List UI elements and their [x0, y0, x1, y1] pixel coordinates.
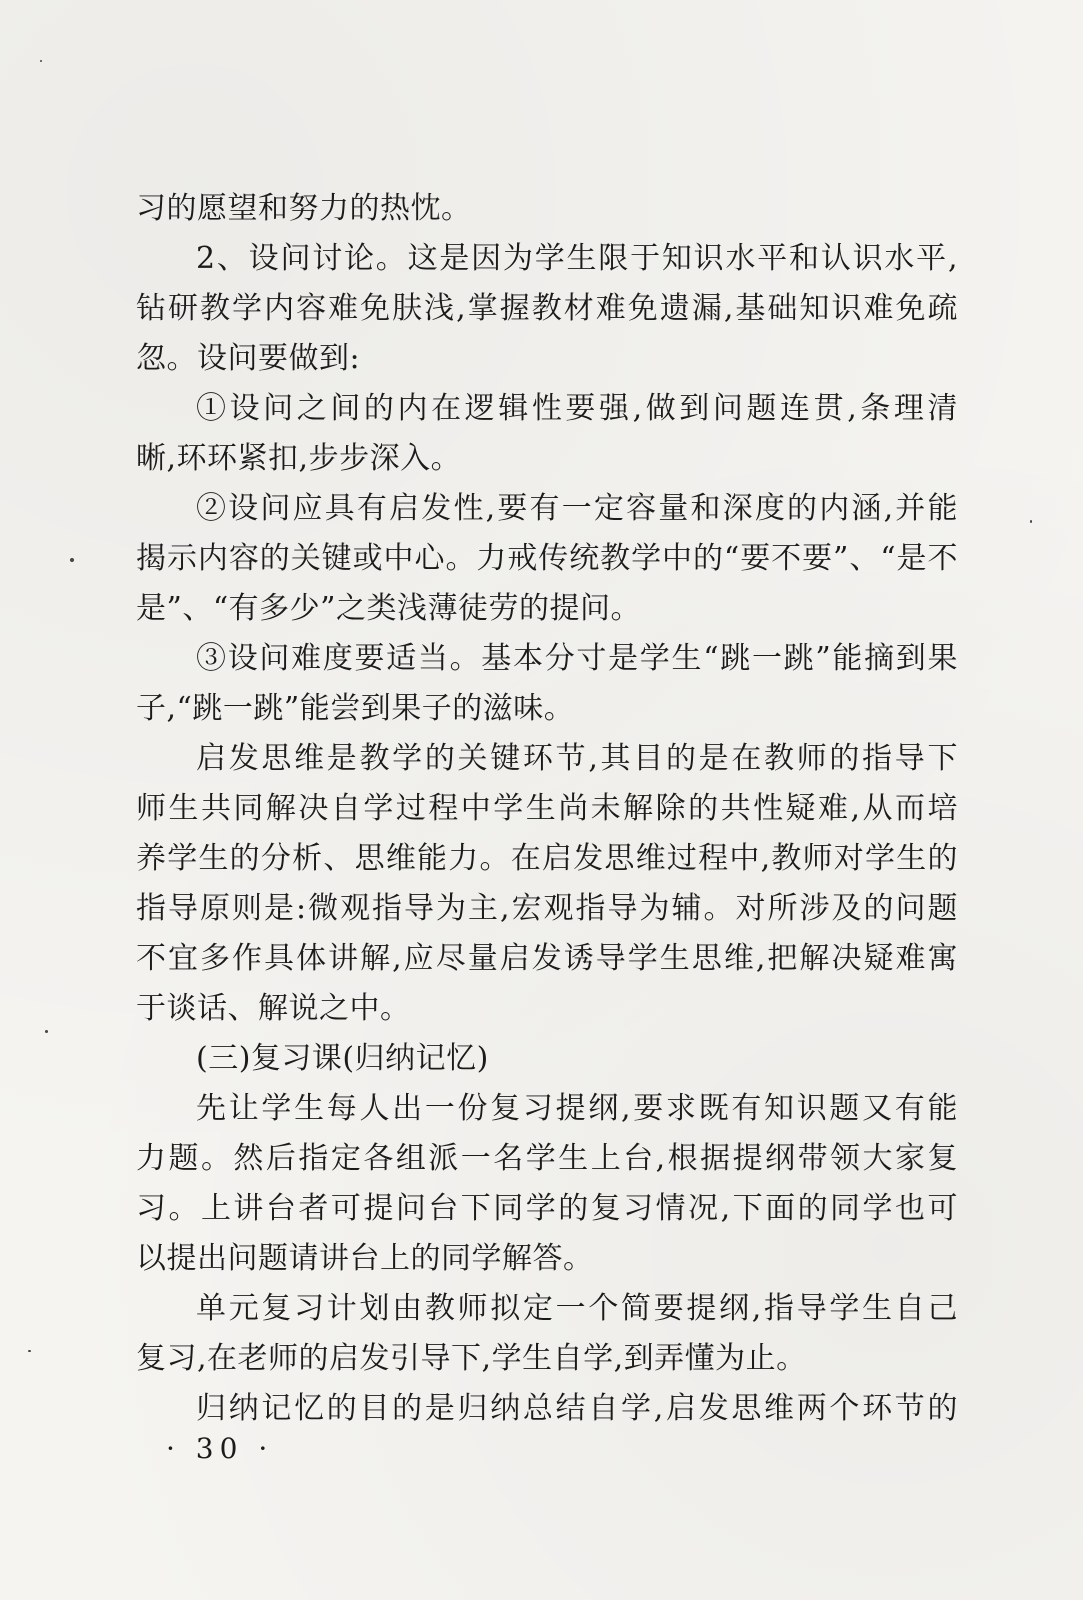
page-number: · 30 · — [166, 1432, 274, 1465]
scan-speck — [45, 1030, 48, 1033]
scan-speck — [40, 60, 42, 62]
text-line: 不宜多作具体讲解,应尽量启发诱导学生思维,把解决疑难寓 — [136, 941, 958, 976]
text-line: 忽。设问要做到: — [136, 341, 361, 376]
text-line: 习的愿望和努力的热忱。 — [136, 191, 472, 226]
text-line: ①设问之间的内在逻辑性要强,做到问题连贯,条理清 — [196, 391, 958, 426]
scan-speck — [70, 558, 74, 562]
text-line: 单元复习计划由教师拟定一个简要提纲,指导学生自己 — [196, 1291, 958, 1326]
text-line: 力题。然后指定各组派一名学生上台,根据提纲带领大家复 — [136, 1141, 958, 1176]
text-line: 2、设问讨论。这是因为学生限于知识水平和认识水平, — [196, 241, 958, 276]
text-line: 先让学生每人出一份复习提纲,要求既有知识题又有能 — [196, 1091, 958, 1126]
text-line: 归纳记忆的目的是归纳总结自学,启发思维两个环节的 — [196, 1391, 958, 1426]
text-line: 子,“跳一跳”能尝到果子的滋味。 — [136, 691, 575, 726]
text-line: 晰,环环紧扣,步步深入。 — [136, 441, 462, 476]
text-line: ③设问难度要适当。基本分寸是学生“跳一跳”能摘到果 — [196, 641, 958, 676]
text-line: 养学生的分析、思维能力。在启发思维过程中,教师对学生的 — [136, 841, 958, 876]
text-line: 揭示内容的关键或中心。力戒传统教学中的“要不要”、“是不 — [136, 541, 958, 576]
text-line: 启发思维是教学的关键环节,其目的是在教师的指导下 — [196, 741, 958, 776]
scan-speck — [1030, 520, 1032, 523]
text-line: ②设问应具有启发性,要有一定容量和深度的内涵,并能 — [196, 491, 958, 526]
text-line: 复习,在老师的启发引导下,学生自学,到弄懂为止。 — [136, 1341, 807, 1376]
text-line: 习。上讲台者可提问台下同学的复习情况,下面的同学也可 — [136, 1191, 958, 1226]
text-line: 钻研教学内容难免肤浅,掌握教材难免遗漏,基础知识难免疏 — [136, 291, 958, 326]
text-line: 师生共同解决自学过程中学生尚未解除的共性疑难,从而培 — [136, 791, 958, 826]
text-line: 以提出问题请讲台上的同学解答。 — [136, 1241, 594, 1276]
scan-speck — [28, 1350, 31, 1352]
body-text — [136, 184, 958, 1434]
text-line: 于谈话、解说之中。 — [136, 991, 411, 1026]
text-line: 是”、“有多少”之类浅薄徒劳的提问。 — [136, 591, 642, 626]
text-line: 指导原则是:微观指导为主,宏观指导为辅。对所涉及的问题 — [136, 891, 958, 926]
section-heading: (三)复习课(归纳记忆) — [196, 1041, 489, 1076]
